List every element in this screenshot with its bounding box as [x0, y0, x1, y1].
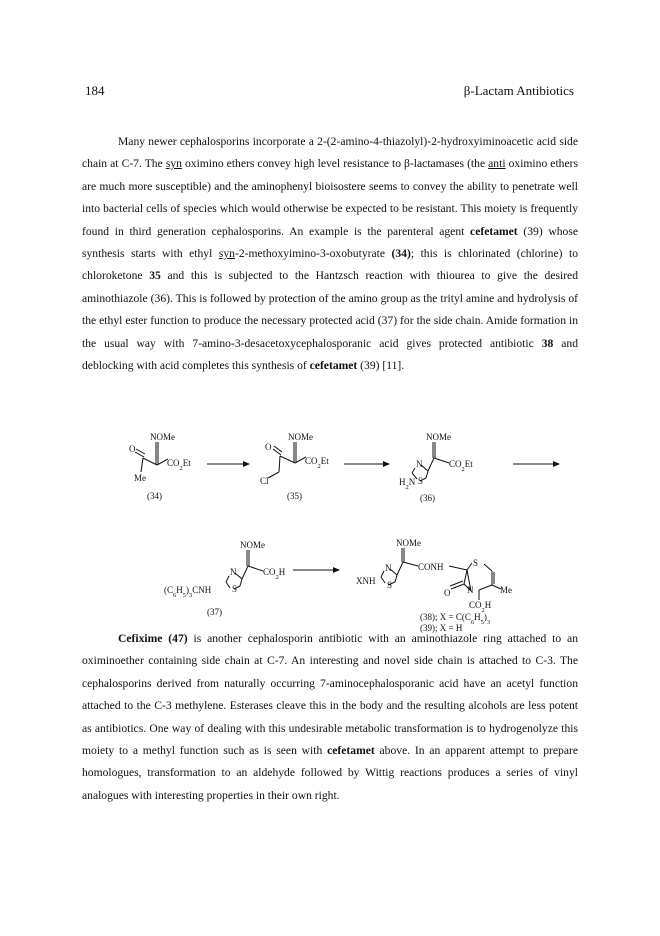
cpd34-methyl: Me	[134, 473, 146, 483]
compound-label-34: (34)	[147, 491, 162, 501]
compound-label-36: (36)	[420, 493, 435, 503]
cpd35-nome: NOMe	[288, 432, 313, 442]
cpd38-amide: CONH	[418, 562, 444, 572]
cpd35-ester: $CO_2Et$	[305, 456, 329, 470]
cpd38-protected-amine: XNH	[356, 576, 376, 586]
paragraph-cefixime: Cefixime (47) is another cephalosporin antibiotic with an aminothiazole ring attached to an oximinoether containing side chain at C-7. An interesting and novel side chain is attached to C-3. The cephalosporins derived from naturally occurring 7-aminocephalosporanic acid have an acetyl function attached to the C-3 methylene. Esterases cleave this in the body and the resulting alcohols are less potent as antibiotics. One way of dealing with this undesirable metabolic transformation is to hydrogenolyze this moiety to a methyl function such as is seen with cefetamet above. In an apparent attempt to prepare homologues, transformation to an aldehyde followed by Wittig reactions produces a series of vinyl analogues with interesting properties in their own right.	[82, 632, 578, 802]
cpd38-methyl: Me	[500, 585, 512, 595]
running-title: β-Lactam Antibiotics	[463, 83, 574, 98]
caption-39: (39); X = H	[420, 623, 463, 633]
compound-label-35: (35)	[287, 491, 302, 501]
cpd36-ring-n: N	[416, 459, 423, 469]
cpd35-chlorine: Cl	[260, 476, 269, 486]
cpd34-nome: NOMe	[150, 432, 175, 442]
page-number: 184	[85, 83, 105, 98]
paragraph-intro: Many newer cephalosporins incorporate a 2-(2-amino-4-thiazolyl)-2-hydroxyiminoacetic acid side chain at C-7. The syn oximino ethers convey high level resistance to β-lactamases (the anti oximino ethers are much more susceptible) and the aminophenyl bioisostere seems to convey the ability to penetrate well into bacterial cells of species which would otherwise be expected to be resistant. This moiety is frequently found in third generation cephalosporins. An example is the parenteral agent cefetamet (39) whose synthesis starts with ethyl syn-2-methoxyimino-3-oxobutyrate (34); this is chlorinated (chlorine) to chloroketone 35 and this is subjected to the Hantzsch reaction with thiourea to give the desired aminothiazole (36). This is followed by protection of the amino group as the trityl amine and hydrolysis of the ethyl ester function to produce the necessary protected acid (37) for the side chain. Amide formation in the usual way with 7-amino-3-desacetoxycephalosporanic acid gives protected antibiotic 38 and deblocking with acid completes this synthesis of cefetamet (39) [11].	[82, 135, 579, 373]
cpd38-carbonyl-o: O	[444, 588, 451, 598]
cpd38-acid: $CO_2H$	[469, 600, 492, 614]
cpd37-trityl-amine: $(C_6H_5)_3CNH$	[164, 585, 212, 599]
cpd36-ring-s: S	[418, 476, 424, 486]
cpd36-amine: $H_2N$	[399, 477, 416, 491]
cpd37-acid: $CO_2H$	[263, 567, 286, 581]
cpd35-oxygen: O	[265, 442, 272, 452]
cpd36-ester: $CO_2Et$	[449, 459, 473, 473]
cpd38-ring-s: S	[387, 580, 393, 590]
cpd36-nome: NOMe	[426, 432, 451, 442]
cpd38-lactam-n: N	[467, 585, 474, 595]
caption-38: (38); $X = C(C_6H_5)_3$	[420, 612, 491, 626]
cpd37-ring-n: N	[230, 567, 237, 577]
cpd34-oxygen: O	[129, 444, 136, 454]
cpd37-ring-s: S	[232, 584, 238, 594]
cpd38-nome: NOMe	[396, 538, 421, 548]
cpd34-ester: $CO_2Et$	[167, 458, 191, 472]
cpd38-ring-n: N	[385, 563, 392, 573]
cpd37-nome: NOMe	[240, 540, 265, 550]
cpd38-sulfur: S	[473, 558, 479, 568]
compound-label-37: (37)	[207, 607, 222, 617]
